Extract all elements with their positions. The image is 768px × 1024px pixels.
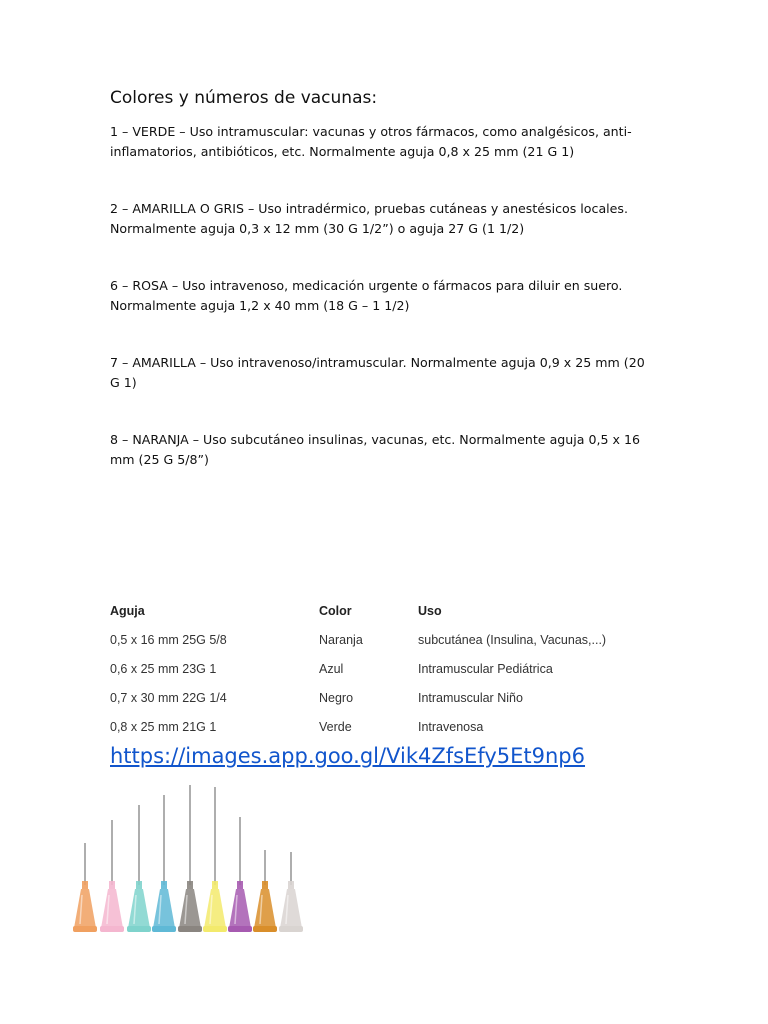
table-cell-uso: Intramuscular Pediátrica [418,662,553,676]
table-row [110,685,650,714]
needle-icon [127,805,151,932]
table-cell-aguja: 0,7 x 30 mm 22G 1/4 [110,691,227,705]
needles-image [60,775,320,940]
table-cell-color: Azul [319,662,344,676]
image-link[interactable]: https://images.app.goo.gl/Vik4ZfsEfy5Et9np6 [110,744,586,768]
table-cell-aguja: 0,8 x 25 mm 21G 1 [110,720,217,734]
paragraph-line: 7 – AMARILLA – Uso intravenoso/intramuscular. Normalmente aguja 0,9 x 25 mm (20 [110,355,645,370]
paragraph-line: G 1) [110,374,137,390]
table-cell-uso: Intravenosa [418,720,484,734]
needle-icon [73,843,97,932]
needle-icon [152,795,176,932]
table-row [110,714,650,743]
table-cell-color: Negro [319,691,354,705]
needle-icon [100,820,124,932]
table-cell-color: Naranja [319,633,363,647]
paragraph-amarilla-gris [110,199,655,238]
paragraph-amarilla [110,353,655,392]
paragraph-line: Normalmente aguja 1,2 x 40 mm (18 G – 1 1/2) [110,297,410,313]
table-cell-aguja: 0,5 x 16 mm 25G 5/8 [110,633,227,647]
table-header-aguja: Aguja [110,604,145,618]
paragraph-naranja [110,430,655,469]
needle-table [110,598,650,743]
paragraph-verde [110,122,655,161]
table-cell-aguja: 0,6 x 25 mm 23G 1 [110,662,217,676]
table-row [110,656,650,685]
paragraph-line: 2 – AMARILLA O GRIS – Uso intradérmico, pruebas cutáneas y anestésicos locales. [110,201,628,216]
needle-icon [178,785,202,932]
table-cell-uso: Intramuscular Niño [418,691,523,705]
table-header-uso: Uso [418,604,442,618]
paragraph-line: 6 – ROSA – Uso intravenoso, medicación urgente o fármacos para diluir en suero. [110,278,623,293]
needle-icon [203,787,227,932]
needle-icon [253,850,277,932]
paragraph-line: 1 – VERDE – Uso intramuscular: vacunas y otros fármacos, como analgésicos, anti- [110,124,632,139]
table-cell-color: Verde [319,720,352,734]
table-header-row [110,598,650,627]
needle-icon [279,852,303,932]
table-header-color: Color [319,604,352,618]
document-title: Colores y números de vacunas: [110,88,378,108]
table-cell-uso: subcutánea (Insulina, Vacunas,...) [418,633,607,647]
paragraph-line: mm (25 G 5/8”) [110,451,209,467]
table-row [110,627,650,656]
paragraph-rosa [110,276,655,315]
paragraph-line: inflamatorios, antibióticos, etc. Normalmente aguja 0,8 x 25 mm (21 G 1) [110,143,575,159]
paragraph-line: 8 – NARANJA – Uso subcutáneo insulinas, vacunas, etc. Normalmente aguja 0,5 x 16 [110,432,640,447]
needle-icon [228,817,252,932]
paragraph-line: Normalmente aguja 0,3 x 12 mm (30 G 1/2”) o aguja 27 G (1 1/2) [110,220,525,236]
